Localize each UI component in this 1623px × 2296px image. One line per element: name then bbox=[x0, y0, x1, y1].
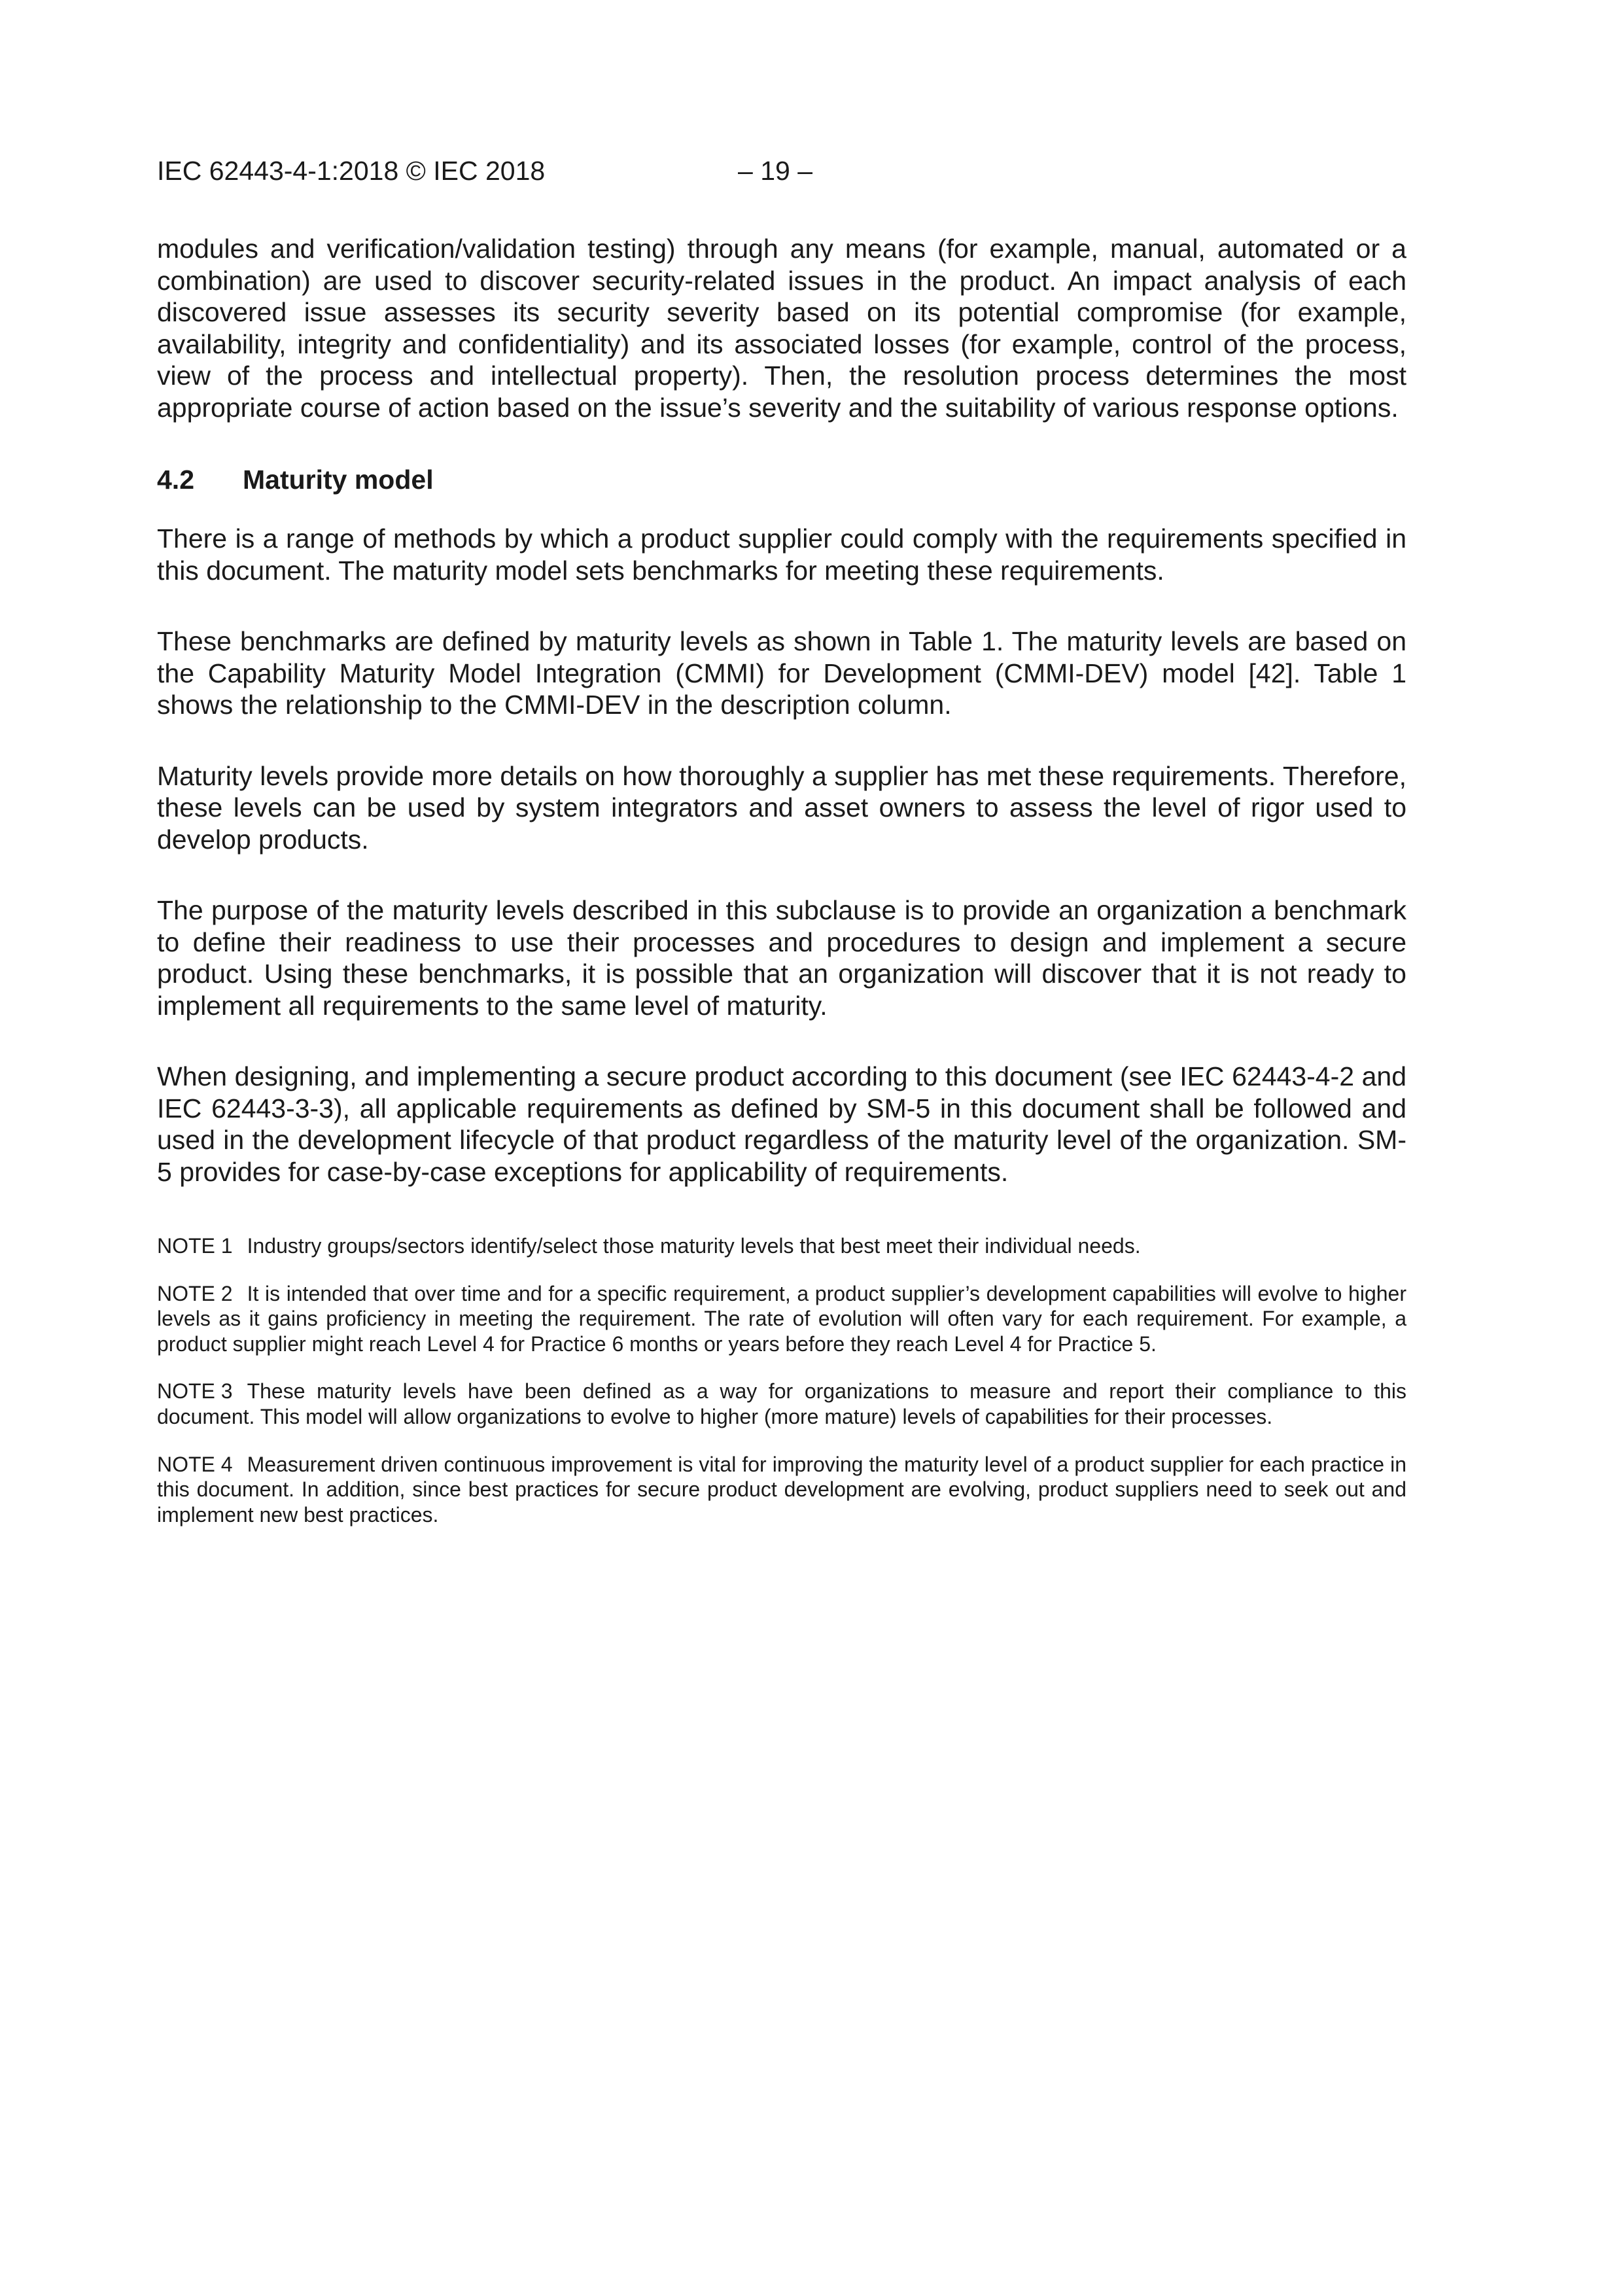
note-3 bbox=[157, 1379, 1406, 1429]
note-1 bbox=[157, 1233, 1406, 1259]
body-paragraph: The purpose of the maturity levels described in this subclause is to provide an organization a benchmark to define their readiness to use their processes and procedures to design and implement a secure product. Using these benchmarks, it is possible that an organization will discover that it is not ready to implement all requirements to the same level of maturity. bbox=[157, 895, 1406, 1021]
body-paragraph: Maturity levels provide more details on how thoroughly a supplier has met these requirements. Therefore, these levels can be used by system integrators and asset owners to assess the level of rigor used to develop products. bbox=[157, 760, 1406, 855]
note-label: NOTE 3 bbox=[157, 1379, 233, 1404]
note-4 bbox=[157, 1452, 1406, 1528]
note-2 bbox=[157, 1281, 1406, 1357]
continuation-paragraph: modules and verification/validation testing) through any means (for example, manual, automated or a combination) are used to discover security-related issues in the product. An impact analysis of each discovered issue assesses its security severity based on its potential compromise (for example, availability, integrity and confidentiality) and its associated losses (for example, control of the process, view of the process and intellectual property). Then, the resolution process determines the most appropriate course of action based on the issue’s severity and the suitability of various response options. bbox=[157, 234, 1406, 423]
note-label: NOTE 4 bbox=[157, 1452, 233, 1476]
body-paragraph: These benchmarks are defined by maturity levels as shown in Table 1. The maturity levels are based on the Capability Maturity Model Integration (CMMI) for Development (CMMI-DEV) model [42]. Table 1 shows the relationship to the CMMI-DEV in the description column. bbox=[157, 626, 1406, 720]
note-label: NOTE 1 bbox=[157, 1234, 233, 1258]
note-text: These maturity levels have been defined as a way for organizations to measure and report their compliance to this document. This model will allow organizations to evolve to higher (more mature) levels of capabilities for their processes. bbox=[157, 1379, 1406, 1428]
body-paragraph: There is a range of methods by which a product supplier could comply with the requirements specified in this document. The maturity model sets benchmarks for meeting these requirements. bbox=[157, 523, 1406, 586]
note-text: Measurement driven continuous improvement is vital for improving the maturity level of a product supplier for each practice in this document. In addition, since best practices for secure product development are evolving, product suppliers need to seek out and implement new best practices. bbox=[157, 1452, 1406, 1527]
document-reference: IEC 62443-4-1:2018 © IEC 2018 bbox=[157, 156, 546, 186]
section-heading bbox=[157, 464, 1406, 495]
notes-section bbox=[157, 1233, 1406, 1527]
note-text: Industry groups/sectors identify/select those maturity levels that best meet their individual needs. bbox=[247, 1234, 1141, 1258]
section-number: 4.2 bbox=[157, 465, 194, 495]
page-number: – 19 – bbox=[738, 156, 812, 186]
page-body bbox=[157, 233, 1406, 1549]
note-label: NOTE 2 bbox=[157, 1281, 233, 1305]
body-paragraph: When designing, and implementing a secure product according to this document (see IEC 62443-4-2 and IEC 62443-3-3), all applicable requirements as defined by SM-5 in this document shall be followed and used in the development lifecycle of that product regardless of the maturity level of the organization. SM-5 provides for case-by-case exceptions for applicability of requirements. bbox=[157, 1061, 1406, 1187]
note-text: It is intended that over time and for a specific requirement, a product supplier’s development capabilities will evolve to higher levels as it gains proficiency in meeting the requirement. The rate of evolution will often vary for each requirement. For example, a product supplier might reach Level 4 for Practice 6 months or years before they reach Level 4 for Practice 5. bbox=[157, 1281, 1406, 1356]
section-title: Maturity model bbox=[243, 465, 434, 495]
